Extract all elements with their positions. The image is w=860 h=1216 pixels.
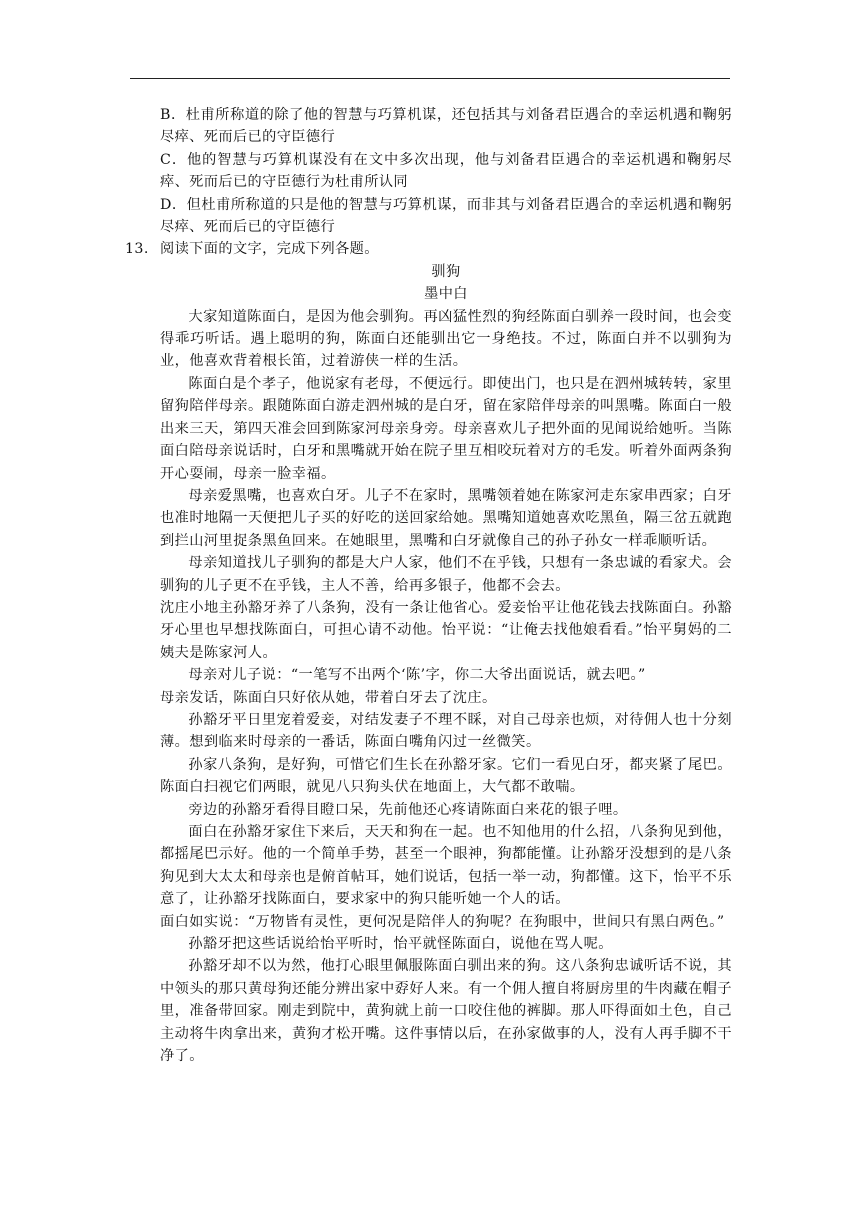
header-rule [130,78,730,79]
story-paragraph: 大家知道陈面白，是因为他会驯狗。再凶猛性烈的狗经陈面白驯养一段时间，也会变得乖巧听话。遇上聪明的狗，陈面白还能驯出它一身绝技。不过，陈面白并不以驯狗为业，他喜欢背着根长笛，过着游侠一样的生活。 [160,308,732,370]
story-paragraph: 孙豁牙把这些话说给怡平听时，怡平就怪陈面白，说他在骂人呢。 [188,936,613,953]
story-paragraph: 旁边的孙豁牙看得目瞪口呆，先前他还心疼请陈面白来花的银子哩。 [188,801,628,818]
story-paragraph: 陈面白是个孝子，他说家有老母，不便远行。即使出门，也只是在泗州城转转，家里留狗陪伴母亲。跟随陈面白游走泗州城的是白牙，留在家陪伴母亲的叫黑嘴。陈面白一般出来三天，第四天准会回到陈家河母亲身旁。母亲喜欢儿子把外面的见闻说给她听。当陈面白陪母亲说话时，白牙和黑嘴就开始在院子里互相咬玩着对方的毛发。听着外面两条狗开心耍闹，母亲一脸幸福。 [160,375,732,482]
story-paragraph: 面白在孙豁牙家住下来后，天天和狗在一起。也不知他用的什么招，八条狗见到他，都摇尾巴示好。他的一个简单手势，甚至一个眼神，狗都能懂。让孙豁牙没想到的是八条狗见到大太太和母亲也是俯首帖耳，她们说话，包括一举一动，狗都懂。这下，怡平不乐意了，让孙豁牙找陈面白，要求家中的狗只能听她一个人的话。 [160,824,732,908]
story-paragraph: 母亲对儿子说：“一笔写不出两个‘陈’字，你二大爷出面说话，就去吧。” [188,667,646,684]
story-paragraph: 孙豁牙平日里宠着爱妾，对结发妻子不理不睬，对自己母亲也烦，对待佣人也十分刻薄。想到临来时母亲的一番话，陈面白嘴角闪过一丝微笑。 [160,711,732,751]
question-13 [125,238,732,260]
question-prompt: 阅读下面的文字，完成下列各题。 [160,241,379,258]
option-c: C．他的智慧与巧算机谋没有在文中多次出现，他与刘备君臣遇合的幸运机遇和鞠躬尽瘁、死而后已的守臣德行为杜甫所认同 [160,151,732,191]
question-number: 13. [125,241,149,258]
story-text [160,306,732,1068]
story-title: 驯狗 [431,263,461,280]
option-b: B．杜甫所称道的除了他的智慧与巧算机谋，还包括其与刘备君臣遇合的幸运机遇和鞠躬尽瘁、死而后已的守臣德行 [160,107,732,146]
story-paragraph: 沈庄小地主孙豁牙养了八条狗，没有一条让他省心。爱妾怡平让他花钱去找陈面白。孙豁牙心里也早想找陈面白，可担心请不动他。怡平说：“让俺去找他娘看看。”怡平舅妈的二姨夫是陈家河人。 [160,599,732,661]
option-d: D．但杜甫所称道的只是他的智慧与巧算机谋，而非其与刘备君臣遇合的幸运机遇和鞠躬尽瘁、死而后已的守臣德行 [160,196,732,236]
story-paragraph: 孙豁牙却不以为然，他打心眼里佩服陈面白驯出来的狗。这八条狗忠诚听话不说，其中领头的那只黄母狗还能分辨出家中孬好人来。有一个佣人擅自将厨房里的牛肉藏在帽子里，准备带回家。刚走到院中，黄狗就上前一口咬住他的裤脚。那人吓得面如土色，自己主动将牛肉拿出来，黄狗才松开嘴。这件事情以后，在孙家做事的人，没有人再手脚不干净了。 [160,958,732,1065]
document-body [125,104,732,1067]
story-paragraph: 面白如实说：“万物皆有灵性，更何况是陪伴人的狗呢？在狗眼中，世间只有黑白两色。” [160,913,725,930]
story-paragraph: 母亲发话，陈面白只好依从她，带着白牙去了沈庄。 [160,689,497,706]
story-paragraph: 母亲爱黑嘴，也喜欢白牙。儿子不在家时，黑嘴领着她在陈家河走东家串西家；白牙也准时地隔一天便把儿子买的好吃的送回家给她。黑嘴知道她喜欢吃黑鱼，隔三岔五就跑到拦山河里捉条黑鱼回来。在她眼里，黑嘴和白牙就像自己的孙子孙女一样乖顺听话。 [160,487,732,549]
story-paragraph: 孙家八条狗，是好狗，可惜它们生长在孙豁牙家。它们一看见白牙，都夹紧了尾巴。陈面白扫视它们两眼，就见八只狗头伏在地面上，大气都不敢喘。 [160,756,732,796]
story-author: 墨中白 [424,286,468,303]
story-paragraph: 母亲知道找儿子驯狗的都是大户人家，他们不在乎钱，只想有一条忠诚的看家犬。会驯狗的儿子更不在乎钱，主人不善，给再多银子，他都不会去。 [160,555,732,594]
